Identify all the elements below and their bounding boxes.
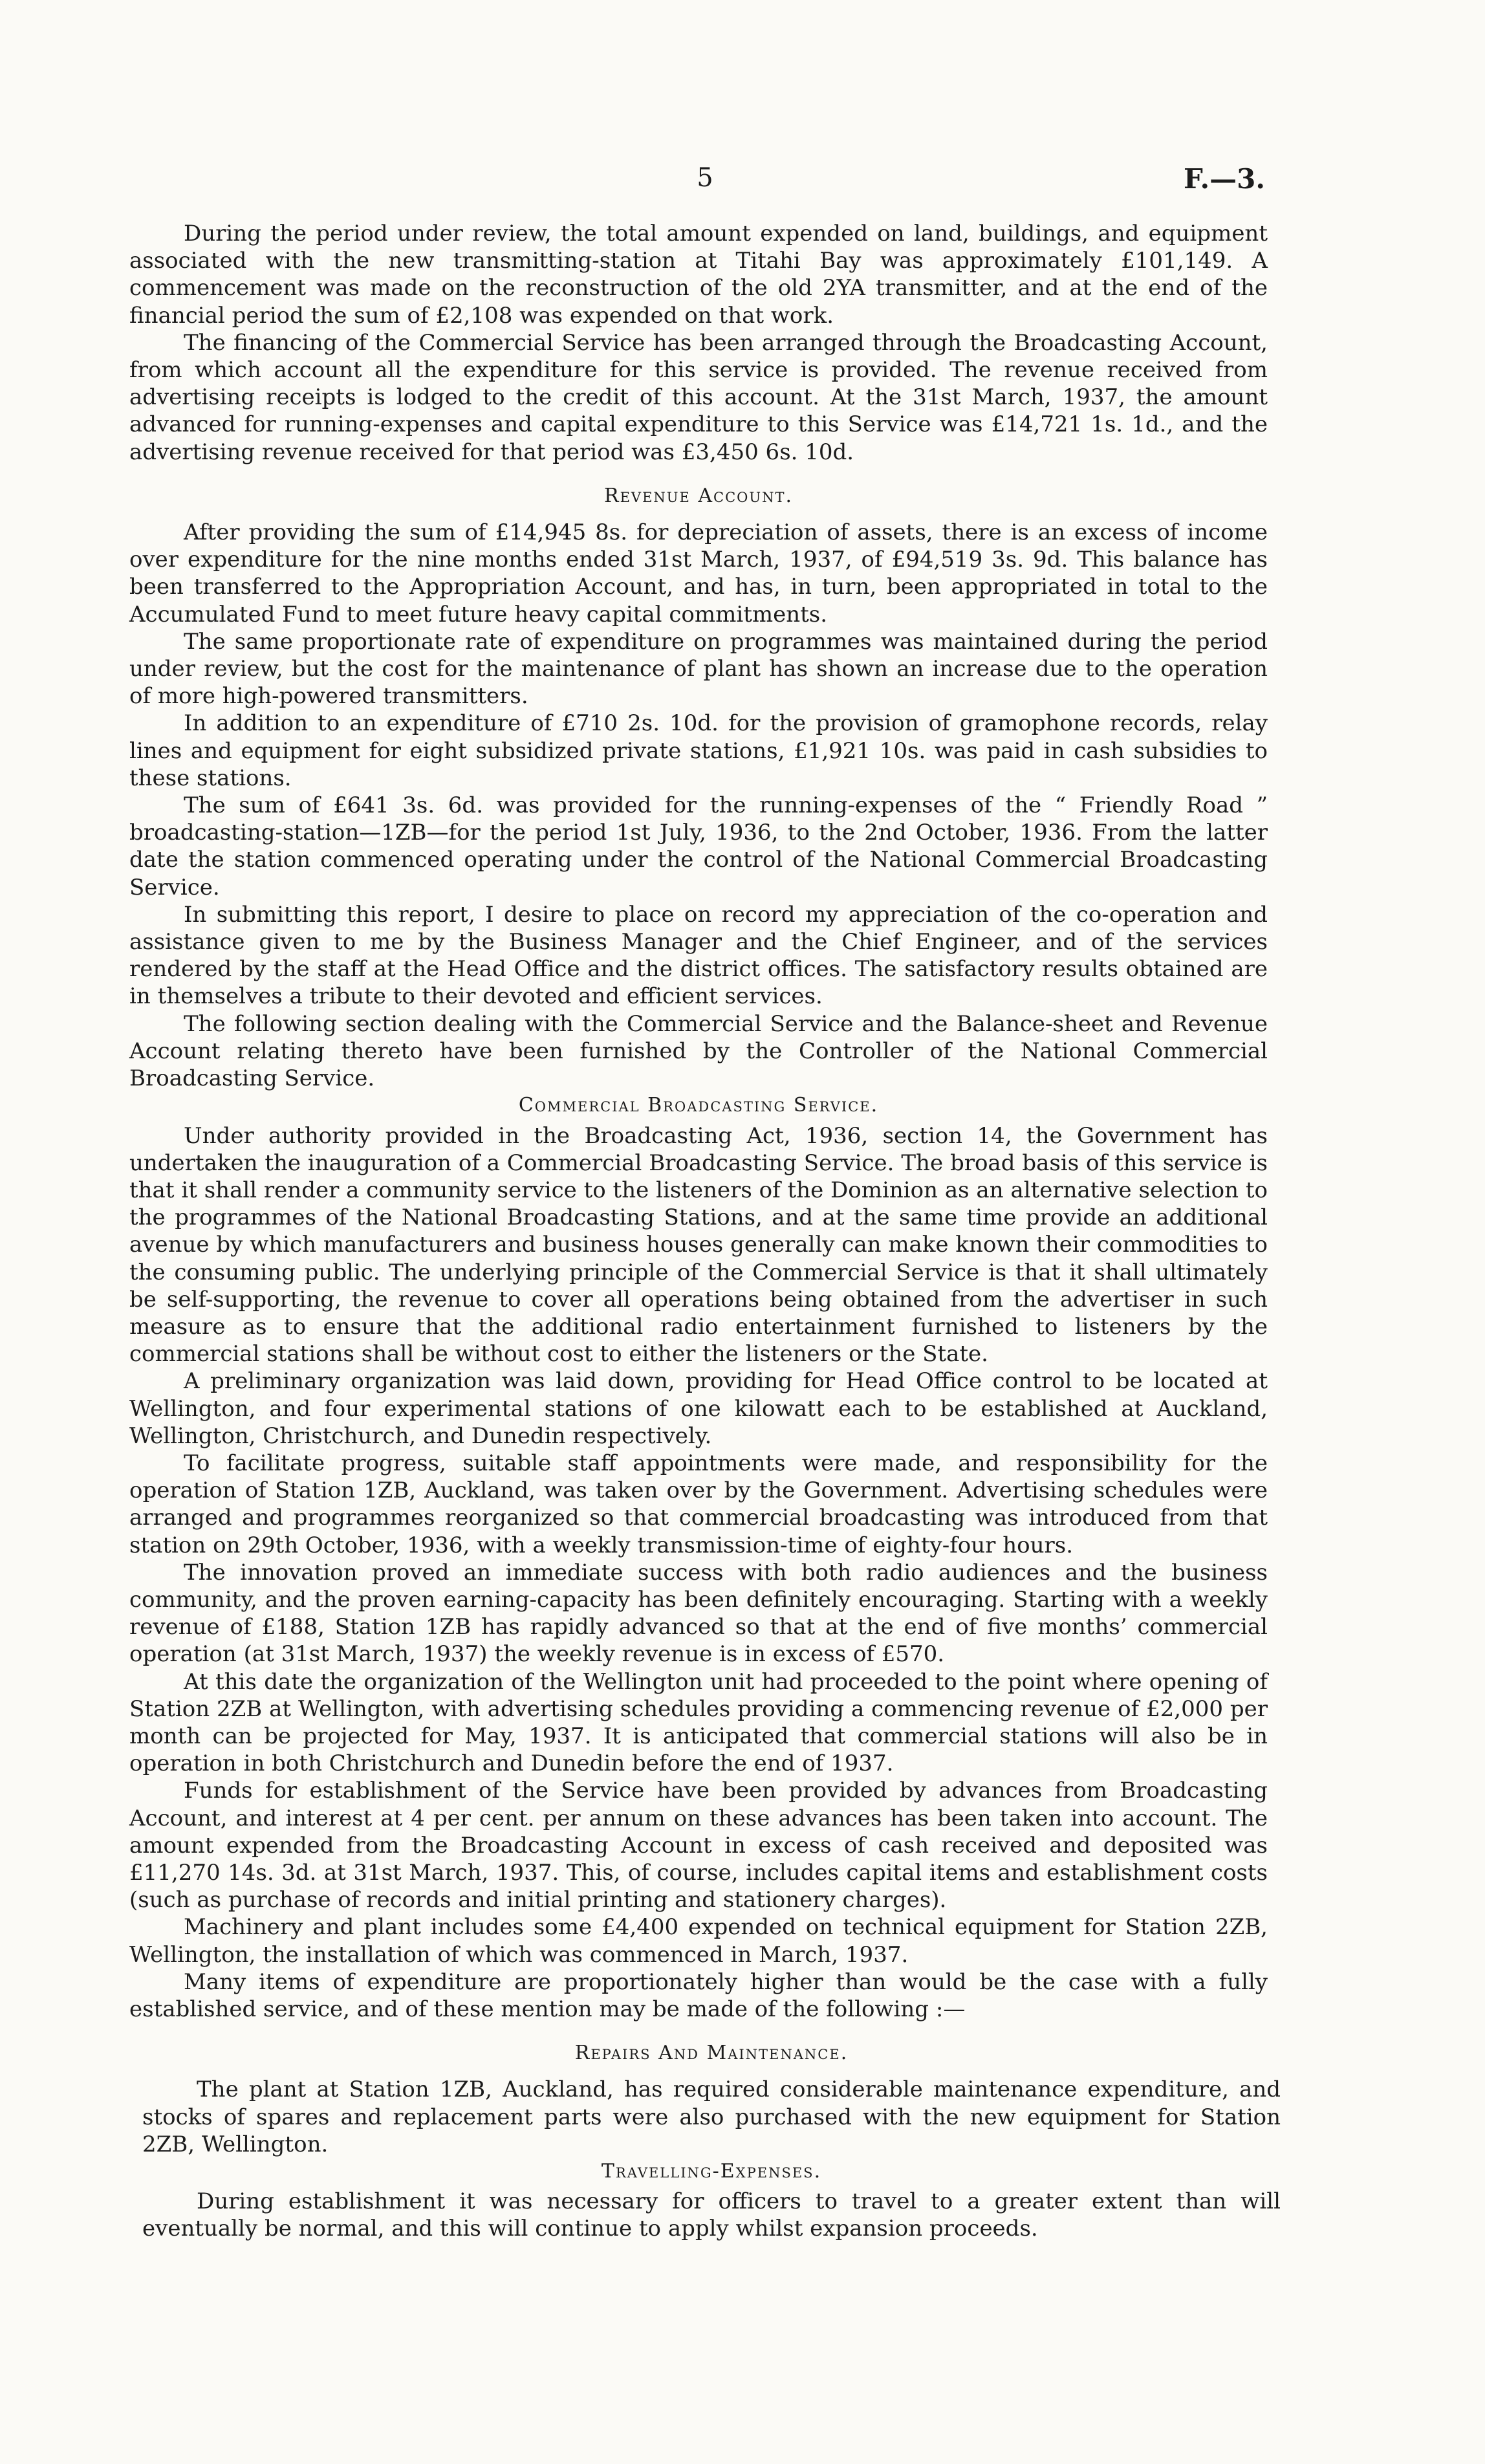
document-body (129, 220, 1281, 2243)
paragraph: In submitting this report, I desire to place on record my appreciation of the co-operation and assistance given to me by the Business Manager and the Chief Engineer, and of the services rendered by the staff at the Head Office and the district offices. The satisfactory results obtained are in themselves a tribute to their devoted and efficient services. (129, 901, 1268, 1010)
paragraph: The sum of £641 3s. 6d. was provided for the running-expenses of the “ Friendly Road ” broadcasting-station—1ZB—for the period 1st July, 1936, to the 2nd October, 1936. From the latter date the station commenced operating under the control of the National Commercial Broadcasting Service. (129, 792, 1268, 900)
lower-sections (142, 2023, 1281, 2242)
paragraph: The plant at Station 1ZB, Auckland, has required considerable maintenance expenditure, and stocks of spares and replacement parts were also purchased with the new equipment for Station 2ZB, Wellington. (142, 2077, 1281, 2157)
page-number: 5 (697, 163, 713, 193)
paragraph: The financing of the Commercial Service has been arranged through the Broadcasting Account, from which account all the expenditure for this service is provided. The revenue received from advertising receipts is lodged to the credit of this account. At the 31st March, 1937, the amount advanced for running-expenses and capital expenditure to this Service was £14,721 1s. 1d., and the advertising revenue received for that period was £3,450 6s. 10d. (129, 329, 1268, 465)
paragraph: At this date the organization of the Wellington unit had proceeded to the point where opening of Station 2ZB at Wellington, with advertising schedules providing a commencing revenue of £2,000 per month can be projected for May, 1937. It is anticipated that commercial stations will also be in operation in both Christchurch and Dunedin before the end of 1937. (129, 1668, 1268, 1777)
paragraph: Funds for establishment of the Service have been provided by advances from Broadcasting Account, and interest at 4 per cent. per annum on these advances has been taken into account. The amount expended from the Broadcasting Account in excess of cash received and deposited was £11,270 14s. 3d. at 31st March, 1937. This, of course, includes capital items and establishment costs (such as purchase of records and initial printing and stationery charges). (129, 1778, 1268, 1913)
paragraph: During establishment it was necessary for officers to travel to a greater extent than will eventually be normal, and this will continue to apply whilst expansion proceeds. (142, 2188, 1281, 2242)
section-heading-repairs-maintenance: Repairs And Maintenance. (574, 2042, 849, 2065)
paragraph: In addition to an expenditure of £710 2s. 10d. for the provision of gramophone records, relay lines and equipment for eight subsidized private stations, £1,921 10s. was paid in cash subsidies to these stations. (129, 710, 1268, 791)
section-heading-revenue-account: Revenue Account. (604, 484, 793, 507)
paragraph: During the period under review, the total amount expended on land, buildings, and equipment associated with the new transmitting-station at Titahi Bay was approximately £101,149. A commencement was made on the reconstruction of the old 2YA transmitter, and at the end of the financial period the sum of £2,108 was expended on that work. (129, 221, 1268, 329)
document-reference: F.—3. (1183, 163, 1265, 195)
paragraph: A preliminary organization was laid down, providing for Head Office control to be located at Wellington, and four experimental stations of one kilowatt each to be established at Auckland, Wellington, Christchurch, and Dunedin respectively. (129, 1368, 1268, 1449)
paragraph: Many items of expenditure are proportionately higher than would be the case with a fully established service, and of these mention may be made of the following :— (129, 1968, 1268, 2022)
paragraph: To facilitate progress, suitable staff appointments were made, and responsibility for the operation of Station 1ZB, Auckland, was taken over by the Government. Advertising schedules were arranged and programmes reorganized so that commercial broadcasting was introduced from that station on 29th October, 1936, with a weekly transmission-time of eighty-four hours. (129, 1450, 1268, 1558)
paragraph: Under authority provided in the Broadcasting Act, 1936, section 14, the Government has undertaken the inauguration of a Commercial Broadcasting Service. The broad basis of this service is that it shall render a community service to the listeners of the Dominion as an alternative selection to the programmes of the National Broadcasting Stations, and at the same time provide an additional avenue by which manufacturers and business houses generally can make known their commodities to the consuming public. The underlying principle of the Commercial Service is that it shall ultimately be self-supporting, the revenue to cover all operations being obtained from the advertiser in such measure as to ensure that the additional radio entertainment furnished to listeners by the commercial stations shall be without cost to either the listeners or the State. (129, 1122, 1268, 1368)
paragraph: After providing the sum of £14,945 8s. for depreciation of assets, there is an excess of income over expenditure for the nine months ended 31st March, 1937, of £94,519 3s. 9d. This balance has been transferred to the Appropriation Account, and has, in turn, been appropriated in total to the Accumulated Fund to meet future heavy capital commitments. (129, 519, 1268, 627)
paragraph: The innovation proved an immediate success with both radio audiences and the business community, and the proven earning-capacity has been definitely encouraging. Starting with a weekly revenue of £188, Station 1ZB has rapidly advanced so that at the end of five months’ commercial operation (at 31st March, 1937) the weekly revenue is in excess of £570. (129, 1559, 1268, 1668)
section-heading-travelling-expenses: Travelling-Expenses. (601, 2160, 822, 2183)
section-heading-commercial-broadcasting: Commercial Broadcasting Service. (518, 1094, 879, 1117)
paragraph: The same proportionate rate of expenditure on programmes was maintained during the period under review, but the cost for the maintenance of plant has shown an increase due to the operation of more high-powered transmitters. (129, 628, 1268, 710)
paragraph: The following section dealing with the Commercial Service and the Balance-sheet and Revenue Account relating thereto have been furnished by the Controller of the National Commercial Broadcasting Service. (129, 1010, 1268, 1092)
paragraph: Machinery and plant includes some £4,400 expended on technical equipment for Station 2ZB, Wellington, the installation of which was commenced in March, 1937. (129, 1914, 1268, 1968)
